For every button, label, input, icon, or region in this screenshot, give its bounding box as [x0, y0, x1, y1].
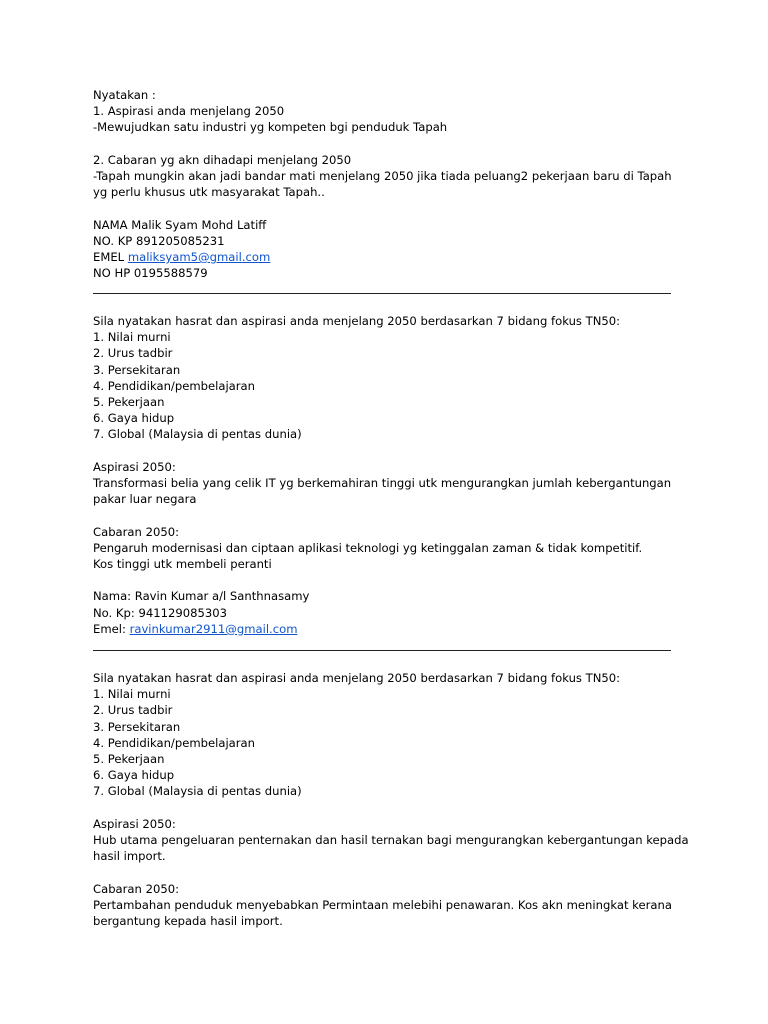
email-line — [93, 621, 693, 637]
section-heading: Nyatakan : — [93, 88, 156, 102]
list-item: 1. Nilai murni — [93, 687, 171, 702]
aspirasi-text-line-1: Hub utama pengeluaran penternakan dan hasil ternakan bagi mengurangkan kebergantungan kepada — [93, 833, 689, 848]
list-item: 3. Persekitaran — [93, 362, 181, 377]
cabaran-text-line-2: bergantung kepada hasil import. — [93, 914, 283, 929]
question-1: 1. Aspirasi anda menjelang 2050 — [93, 104, 285, 119]
email-label: EMEL — [93, 250, 128, 265]
list-item: 4. Pendidikan/pembelajaran — [93, 735, 255, 750]
cabaran-text-line-2: Kos tinggi utk membeli peranti — [93, 557, 272, 572]
list-item: 6. Gaya hidup — [93, 411, 175, 426]
cabaran-label: Cabaran 2050: — [93, 881, 179, 896]
intro-text: Sila nyatakan hasrat dan aspirasi anda menjelang 2050 berdasarkan 7 bidang fokus TN50: — [93, 671, 621, 685]
aspirasi-label: Aspirasi 2050: — [93, 816, 176, 831]
list-item: 7. Global (Malaysia di pentas dunia) — [93, 784, 302, 799]
answer-2-line-2: yg perlu khusus utk masyarakat Tapah.. — [93, 185, 325, 200]
name-line: Nama: Ravin Kumar a/l Santhnasamy — [93, 589, 310, 604]
phone-line: NO HP 0195588579 — [93, 266, 208, 281]
entry-third — [93, 670, 693, 929]
kp-line: No. Kp: 941129085303 — [93, 605, 228, 620]
entry-ravin — [93, 313, 693, 637]
email-link[interactable]: maliksyam5@gmail.com — [127, 250, 271, 265]
list-item: 3. Persekitaran — [93, 719, 181, 734]
email-line — [93, 249, 693, 265]
separator-line — [93, 293, 671, 294]
aspirasi-text-line-2: pakar luar negara — [93, 492, 197, 507]
aspirasi-label: Aspirasi 2050: — [93, 459, 176, 474]
entry-malik — [93, 87, 693, 281]
answer-2-line-1: -Tapah mungkin akan jadi bandar mati menjelang 2050 jika tiada peluang2 pekerjaan baru di Tapah — [93, 169, 672, 184]
cabaran-text-line-1: Pengaruh modernisasi dan ciptaan aplikasi teknologi yg ketinggalan zaman & tidak kompetitif. — [93, 540, 643, 555]
list-item: 2. Urus tadbir — [93, 703, 173, 718]
aspirasi-text-line-2: hasil import. — [93, 849, 166, 864]
email-link[interactable]: ravinkumar2911@gmail.com — [129, 621, 298, 636]
separator-line — [93, 650, 671, 651]
list-item: 1. Nilai murni — [93, 330, 171, 345]
intro-text: Sila nyatakan hasrat dan aspirasi anda menjelang 2050 berdasarkan 7 bidang fokus TN50: — [93, 314, 621, 328]
kp-line: NO. KP 891205085231 — [93, 233, 225, 248]
list-item: 6. Gaya hidup — [93, 768, 175, 783]
cabaran-label: Cabaran 2050: — [93, 524, 179, 539]
name-line: NAMA Malik Syam Mohd Latiff — [93, 217, 267, 232]
email-label: Emel: — [93, 621, 130, 636]
aspirasi-text-line-1: Transformasi belia yang celik IT yg berkemahiran tinggi utk mengurangkan jumlah kebergantungan — [93, 476, 672, 491]
list-item: 2. Urus tadbir — [93, 346, 173, 361]
answer-1: -Mewujudkan satu industri yg kompeten bgi penduduk Tapah — [93, 120, 448, 135]
question-2: 2. Cabaran yg akn dihadapi menjelang 2050 — [93, 152, 352, 167]
list-item: 4. Pendidikan/pembelajaran — [93, 378, 255, 393]
list-item: 5. Pekerjaan — [93, 395, 165, 410]
list-item: 5. Pekerjaan — [93, 752, 165, 767]
cabaran-text-line-1: Pertambahan penduduk menyebabkan Permintaan melebihi penawaran. Kos akn meningkat kerana — [93, 897, 672, 912]
list-item: 7. Global (Malaysia di pentas dunia) — [93, 427, 302, 442]
